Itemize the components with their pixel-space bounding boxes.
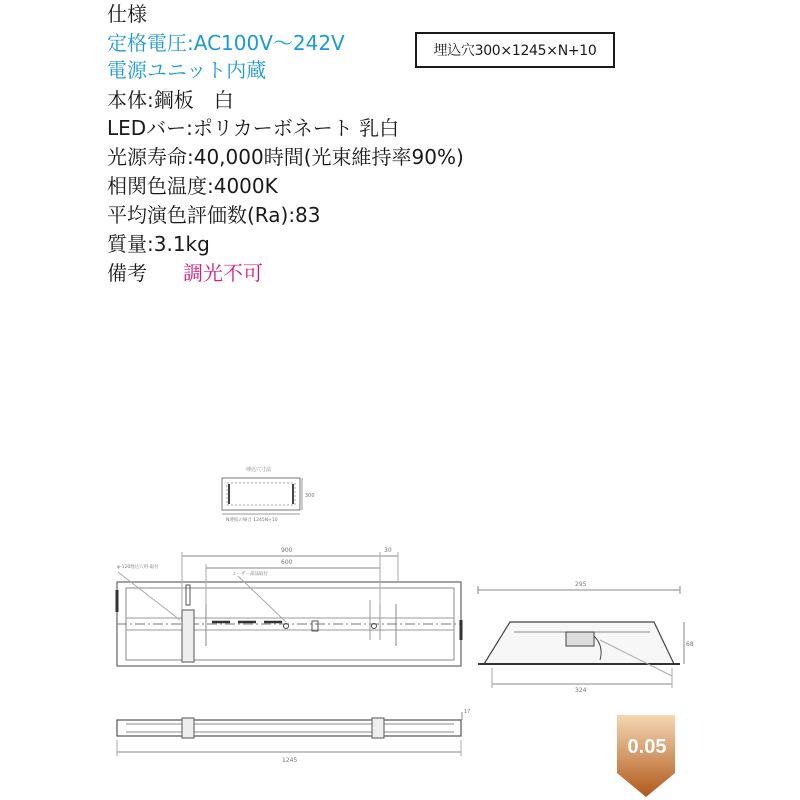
small-dim-bottom: N連結の場合 1245N+10: [226, 518, 278, 523]
dim-bottom-length: 1245: [282, 757, 298, 764]
fixture-top-view: [117, 552, 461, 666]
fixture-bottom-view: [117, 712, 462, 756]
small-dim-side: 300: [305, 493, 315, 499]
spec-remarks-label: 備考: [107, 261, 147, 285]
small-title: 埋込穴寸法: [246, 467, 272, 473]
spec-rating-voltage: 定格電圧:AC100V〜242V: [107, 31, 345, 55]
dim-side-bottom: 324: [575, 687, 587, 694]
dim-17: 17: [464, 709, 471, 715]
badge-value: 0.05: [627, 736, 667, 758]
leader-mid-label: ユーザー部品取付: [232, 572, 268, 577]
dim-900: 900: [281, 547, 293, 554]
spec-mass: 質量:3.1kg: [107, 232, 210, 256]
fixture-side-view: [478, 586, 684, 688]
dim-side-width: 295: [575, 581, 587, 588]
small-cutout-sketch: [222, 478, 302, 514]
spec-led-bar: LEDバー:ポリカーボネート 乳白: [107, 116, 400, 140]
spec-body: 本体:鋼板 白: [107, 88, 234, 112]
spec-remarks-value: 調光不可: [183, 261, 263, 285]
dim-side-height: 68: [686, 641, 694, 648]
dim-600: 600: [281, 559, 293, 566]
dim-30: 30: [384, 547, 392, 554]
leader-left-label: φ-120埋込穴用-取付: [117, 565, 159, 570]
spec-power-unit: 電源ユニット内蔵: [107, 58, 267, 82]
cutout-dimension-box: 埋込穴300×1245×N+10: [415, 32, 615, 68]
spec-cri: 平均演色評価数(Ra):83: [107, 203, 321, 227]
spec-lifetime: 光源寿命:40,000時間(光束維持率90%): [107, 145, 464, 169]
spec-color-temp: 相関色温度:4000K: [107, 174, 278, 198]
spec-heading: 仕様: [107, 2, 147, 26]
